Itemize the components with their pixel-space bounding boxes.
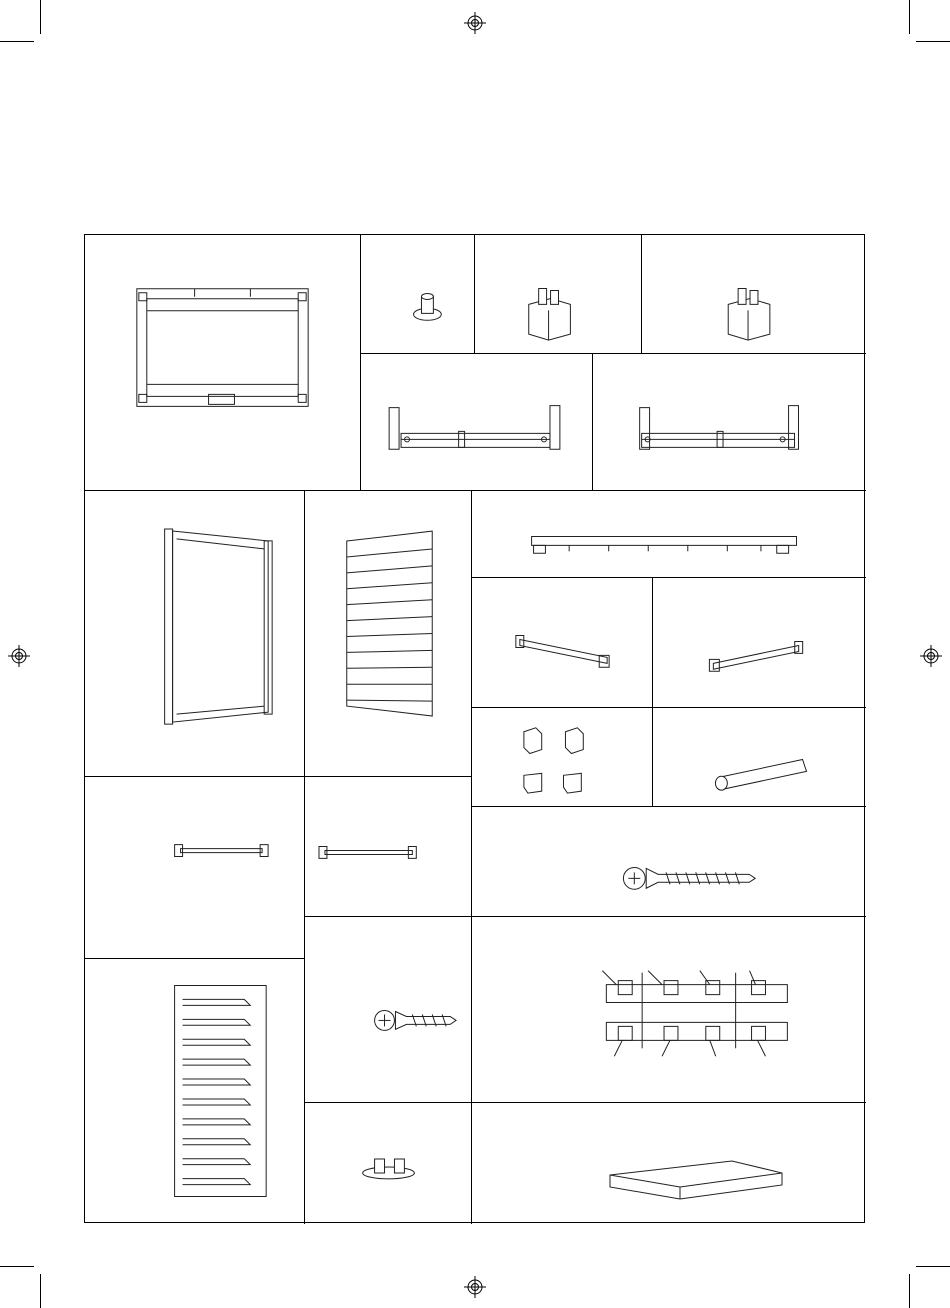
part-cell [653,578,866,708]
crop-mark [909,0,910,34]
part-cell [85,491,305,777]
crop-mark [40,0,41,34]
part-cell [361,235,475,354]
part-cell [472,807,866,917]
part-cell [361,354,593,491]
crop-mark [0,41,34,42]
part-cell [305,1103,472,1224]
part-cell [642,235,866,354]
slatted-panel-icon [85,959,304,1224]
side-panel-icon [85,491,304,776]
part-cell [85,235,361,491]
bracket-rail-icon [593,354,866,490]
rod-icon [85,777,304,958]
short-rail-icon [653,578,866,707]
crop-mark [909,1274,910,1308]
bracket-rail-icon [361,354,592,490]
crop-mark [916,41,950,42]
part-cell [475,235,642,354]
clip-sprue-icon [472,917,866,1102]
part-cell [472,1103,866,1224]
part-cell [472,708,653,807]
crop-mark [0,1266,34,1267]
ribbed-panel-icon [305,491,471,776]
registration-mark-icon [464,1276,486,1298]
corner-connector-icon [475,235,641,353]
part-cell [653,708,866,807]
part-cell [305,491,472,777]
part-cell [593,354,866,491]
short-screw-icon [305,917,471,1102]
registration-mark-icon [920,645,942,667]
double-plug-icon [305,1103,471,1224]
round-foot-icon [361,235,474,353]
short-rail-icon [472,578,652,707]
shelf-board-icon [472,1103,866,1224]
registration-mark-icon [464,12,486,34]
crop-mark [916,1266,950,1267]
part-cell [85,777,305,959]
part-cell [305,917,472,1103]
clip-set-icon [472,708,652,806]
part-cell [472,917,866,1103]
parts-grid [84,234,865,1223]
part-cell [85,959,305,1224]
tube-icon [653,708,866,806]
rectangular-frame-icon [85,235,360,490]
registration-mark-icon [8,645,30,667]
crop-mark [40,1274,41,1308]
part-cell [472,578,653,708]
long-rail-icon [472,491,866,577]
part-cell [472,491,866,578]
long-screw-icon [472,807,866,916]
rod-icon [305,777,471,916]
part-cell [305,777,472,917]
corner-connector-icon [642,235,866,353]
